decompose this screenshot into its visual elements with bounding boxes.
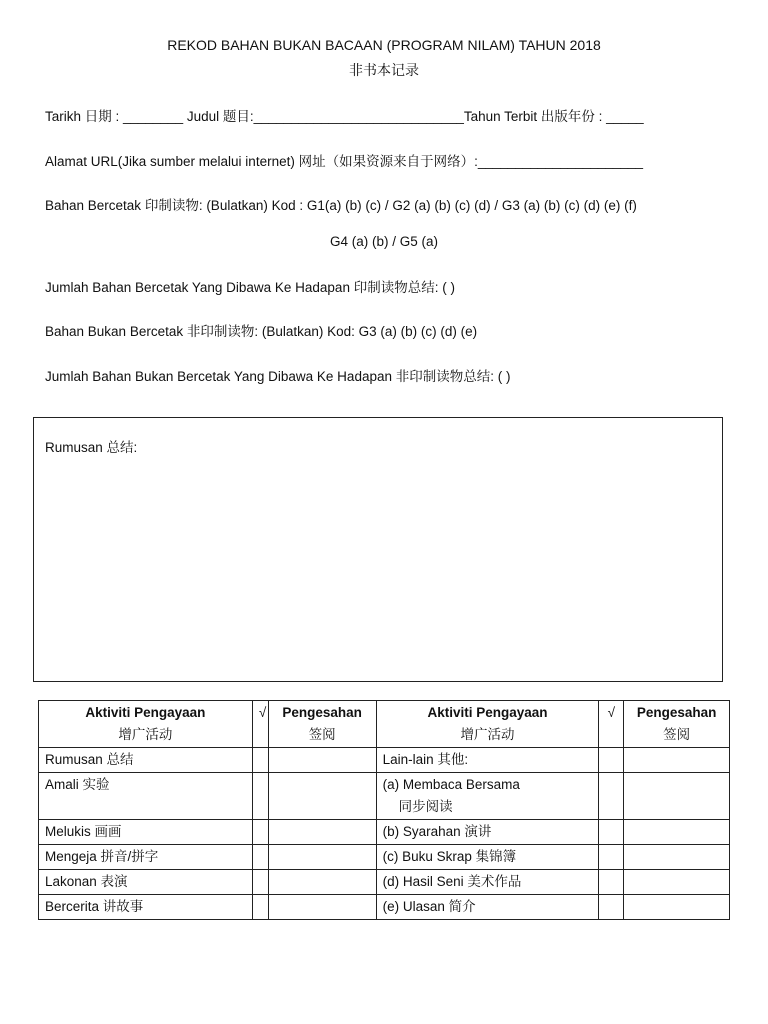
url-line: Alamat URL(Jika sumber melalui internet) 网址（如果资源来自于网络）:______________________: [45, 154, 644, 169]
activity-cell: (c) Buku Skrap 集锦簿: [376, 845, 599, 870]
activity-table: [38, 700, 730, 920]
activity-cell: Lakonan 表演: [39, 870, 253, 895]
table-row: [39, 895, 730, 920]
header-approval: [268, 701, 376, 748]
check-cell[interactable]: [599, 773, 624, 820]
activity-cell: Mengeja 拼音/拼字: [39, 845, 253, 870]
activity-cell: Amali 实验: [39, 773, 253, 820]
activity-cell: (b) Syarahan 演讲: [376, 820, 599, 845]
activity-cell: Melukis 画画: [39, 820, 253, 845]
activity-cell: Rumusan 总结: [39, 748, 253, 773]
form-title: REKOD BAHAN BUKAN BACAAN (PROGRAM NILAM) TAHUN 2018: [167, 37, 601, 53]
check-cell[interactable]: [252, 895, 268, 920]
check-cell[interactable]: [252, 773, 268, 820]
activity-cell: (e) Ulasan 简介: [376, 895, 599, 920]
check-cell[interactable]: [599, 870, 624, 895]
check-cell[interactable]: [252, 748, 268, 773]
table-row: [39, 748, 730, 773]
header-activity-label: Aktiviti Pengayaan: [85, 705, 206, 720]
approval-cell[interactable]: [624, 773, 730, 820]
activity-label: (a) Membaca Bersama: [382, 777, 520, 792]
summary-label: Rumusan 总结:: [45, 440, 138, 455]
approval-cell[interactable]: [624, 870, 730, 895]
approval-cell[interactable]: [268, 748, 376, 773]
form-subtitle: 非书本记录: [349, 62, 419, 78]
check-cell[interactable]: [599, 748, 624, 773]
approval-cell[interactable]: [624, 895, 730, 920]
check-cell[interactable]: [599, 820, 624, 845]
approval-cell[interactable]: [268, 845, 376, 870]
total-printed-line: Jumlah Bahan Bercetak Yang Dibawa Ke Hadapan 印制读物总结: ( ): [45, 280, 455, 295]
header-approval-label: Pengesahan: [282, 705, 362, 720]
header-check-2: [599, 701, 624, 748]
activity-cell-multiline: [376, 773, 599, 820]
nonprinted-material-line: Bahan Bukan Bercetak 非印制读物: (Bulatkan) Kod: G3 (a) (b) (c) (d) (e): [45, 324, 478, 339]
header-activity-cn-2: 增广活动: [460, 727, 515, 742]
activity-label-cn: 同步阅读: [398, 799, 453, 814]
check-cell[interactable]: [599, 895, 624, 920]
check-cell[interactable]: [252, 845, 268, 870]
summary-box: [33, 417, 723, 682]
activity-cell: Lain-lain 其他:: [376, 748, 599, 773]
table-header-row: [39, 701, 730, 748]
approval-cell[interactable]: [624, 820, 730, 845]
header-activity: [39, 701, 253, 748]
table-row: [39, 820, 730, 845]
date-title-year-line: Tarikh 日期 : ________ Judul 题目:____________________________Tahun Terbit 出版年份 : _____: [45, 109, 644, 124]
table-row: [39, 845, 730, 870]
check-cell[interactable]: [252, 820, 268, 845]
header-check: [252, 701, 268, 748]
header-activity-label-2: Aktiviti Pengayaan: [427, 705, 548, 720]
header-approval-cn: 签阅: [308, 727, 336, 742]
activity-cell: Bercerita 讲故事: [39, 895, 253, 920]
check-cell[interactable]: [252, 870, 268, 895]
approval-cell[interactable]: [268, 870, 376, 895]
header-activity-2: [376, 701, 599, 748]
printed-material-line: Bahan Bercetak 印制读物: (Bulatkan) Kod : G1(a) (b) (c) / G2 (a) (b) (c) (d) / G3 (a) (b) (c) (d) (e) (f): [45, 198, 637, 213]
approval-cell[interactable]: [268, 895, 376, 920]
header-approval-label-2: Pengesahan: [636, 705, 717, 720]
approval-cell[interactable]: [268, 820, 376, 845]
total-nonprinted-line: Jumlah Bahan Bukan Bercetak Yang Dibawa Ke Hadapan 非印制读物总结: ( ): [45, 369, 511, 384]
table-row: [39, 870, 730, 895]
approval-cell[interactable]: [624, 748, 730, 773]
table-row: [39, 773, 730, 820]
printed-material-codes-line: G4 (a) (b) / G5 (a): [329, 234, 439, 249]
header-approval-cn-2: 签阅: [663, 727, 691, 742]
check-cell[interactable]: [599, 845, 624, 870]
header-activity-cn: 增广活动: [118, 727, 173, 742]
header-approval-2: [624, 701, 730, 748]
approval-cell[interactable]: [624, 845, 730, 870]
header-check-mark-2: √: [607, 705, 615, 720]
activity-cell: (d) Hasil Seni 美术作品: [376, 870, 599, 895]
approval-cell[interactable]: [268, 773, 376, 820]
header-check-mark: √: [258, 705, 267, 720]
